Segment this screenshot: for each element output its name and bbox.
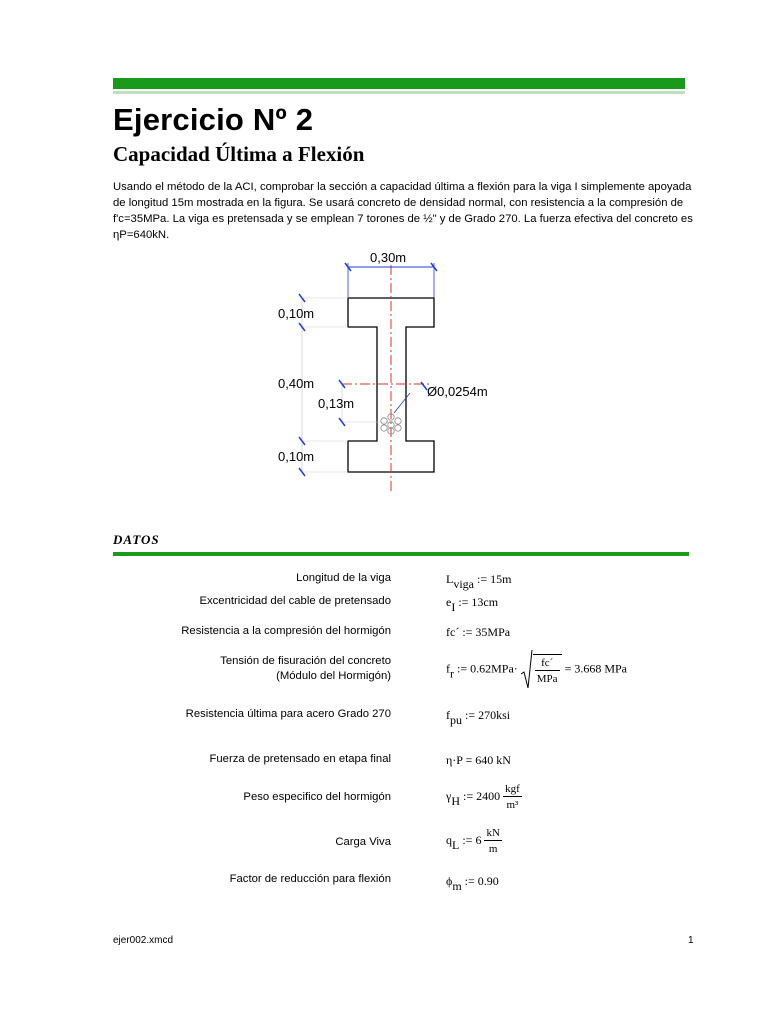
dim-eccentricity-label: 0,13m bbox=[318, 396, 355, 411]
footer-page-number: 1 bbox=[688, 935, 694, 946]
page-title: Ejercicio Nº 2 bbox=[113, 102, 314, 137]
formula-longitud: $L_{viga}$ := 15m bbox=[446, 572, 512, 591]
formula-resistencia-compresion: fc´ := 35MPa bbox=[446, 625, 511, 639]
label-fuerza-pretensado: Fuerza de pretensado en etapa final bbox=[209, 753, 391, 765]
dim-strand-label: Ø0,0254m bbox=[427, 384, 488, 399]
problem-statement: Usando el método de la ACI, comprobar la sección a capacidad última a flexión para la viga I simplemente apoyada de longitud 15m mostrada en la figura. Se usará concreto de densidad normal, con resistencia a la compresión de f'c=35MPa. La viga es pretensada y se emplean 7 torones de ½" y de Grado 270. La fuerza efectiva del concreto es ηP=640kN. bbox=[113, 181, 693, 241]
formula-factor-reduccion: $\phi_m$ := 0.90 bbox=[446, 874, 499, 893]
formula-tension-fisuracion: $f_r$ := 0.62MPa· $\frac{fc´}{\text{MPa}}$ = 3.668 MPa bbox=[446, 654, 627, 685]
i-beam-section-figure bbox=[270, 245, 510, 505]
section-rule bbox=[113, 552, 689, 556]
page-subtitle: Capacidad Última a Flexión bbox=[113, 142, 365, 166]
sqrt-symbol: $\frac{fc´}{\text{MPa}}$ bbox=[521, 654, 562, 685]
formula-resistencia-ultima: $f_{pu}$ := 270ksi bbox=[446, 708, 511, 727]
label-longitud: Longitud de la viga bbox=[296, 572, 391, 584]
label-resistencia-compresion: Resistencia a la compresión del hormigón bbox=[181, 625, 391, 637]
dim-bottom-flange-label: 0,10m bbox=[278, 449, 315, 464]
section-title-datos: DATOS bbox=[113, 532, 160, 547]
dim-width-label: 0,30m bbox=[370, 250, 407, 265]
formula-carga-viva: $q_L$ := 6 $\frac{kN}{m}$ bbox=[446, 827, 500, 855]
label-excentricidad: Excentricidad del cable de pretensado bbox=[199, 595, 391, 607]
label-tension-fisuracion: Tensión de fisuración del concreto (Módulo del Hormigón) bbox=[220, 655, 391, 682]
dim-web-label: 0,40m bbox=[278, 376, 315, 391]
footer-filename: ejer002.xmcd bbox=[113, 935, 174, 946]
formula-excentricidad: $e_I$ := 13cm bbox=[446, 595, 499, 614]
label-carga-viva: Carga Viva bbox=[335, 836, 391, 848]
formula-fuerza-pretensado: η·P = 640 kN bbox=[446, 753, 511, 767]
label-factor-reduccion: Factor de reducción para flexión bbox=[229, 873, 391, 885]
formula-peso-especifico: $\gamma_H$ := 2400 $\frac{\text{kgf}}{\text{m³}}$ bbox=[446, 783, 520, 811]
top-rule bbox=[113, 78, 685, 94]
label-resistencia-ultima: Resistencia última para acero Grado 270 bbox=[185, 708, 391, 720]
dim-top-flange-label: 0,10m bbox=[278, 306, 315, 321]
label-peso-especifico: Peso especifico del hormigón bbox=[243, 791, 391, 803]
